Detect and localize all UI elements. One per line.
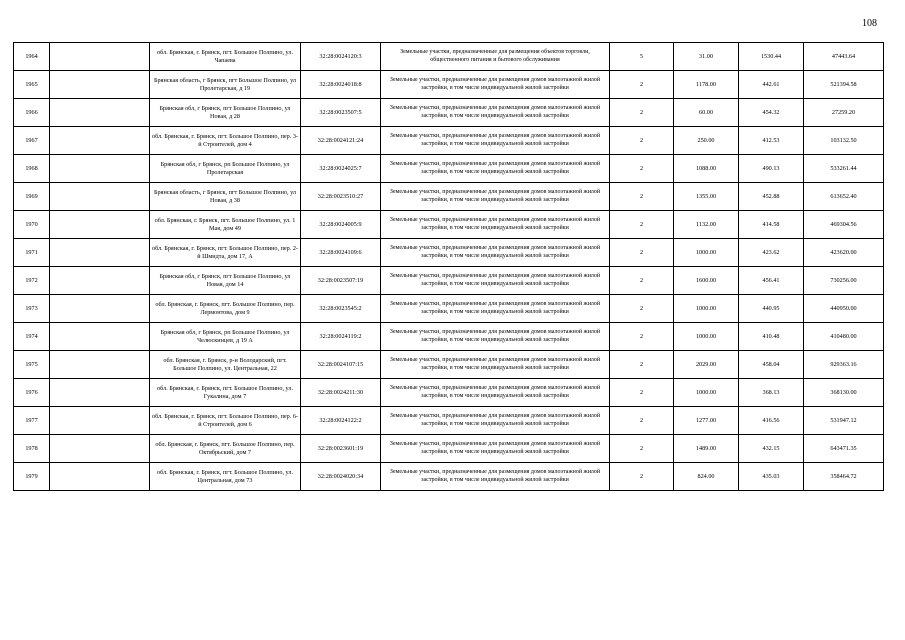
group-cell: 2 <box>610 71 674 99</box>
cadastral-value-cell: 643471.35 <box>804 435 884 463</box>
row-number-cell: 1977 <box>14 407 50 435</box>
cadastral-number-cell: 32:28:0024109:6 <box>301 239 381 267</box>
group-cell: 2 <box>610 463 674 491</box>
cadastral-number-cell: 32:28:0024211:30 <box>301 379 381 407</box>
table-row <box>14 463 884 491</box>
land-use-cell: Земельные участки, предназначенные для размещения домов малоэтажной жилой застройки, в том числе индивидуальной жилой застройки <box>381 127 610 155</box>
page-number: 108 <box>862 18 877 29</box>
cadastral-number-cell: 32:28:0024120:3 <box>301 43 381 71</box>
table-body <box>14 43 884 491</box>
land-use-cell: Земельные участки, предназначенные для размещения домов малоэтажной жилой застройки, в том числе индивидуальной жилой застройки <box>381 407 610 435</box>
land-use-cell: Земельные участки, предназначенные для размещения домов малоэтажной жилой застройки, в том числе индивидуальной жилой застройки <box>381 239 610 267</box>
table-row <box>14 267 884 295</box>
table-row <box>14 183 884 211</box>
cadastral-value-cell: 423620.00 <box>804 239 884 267</box>
specific-value-cell: 368.13 <box>739 379 804 407</box>
area-cell: 1000.00 <box>674 379 739 407</box>
group-cell: 2 <box>610 183 674 211</box>
specific-value-cell: 414.58 <box>739 211 804 239</box>
empty-cell <box>50 43 150 71</box>
area-cell: 1000.00 <box>674 323 739 351</box>
area-cell: 1489.00 <box>674 435 739 463</box>
area-cell: 2029.00 <box>674 351 739 379</box>
empty-cell <box>50 71 150 99</box>
land-use-cell: Земельные участки, предназначенные для размещения домов малоэтажной жилой застройки, в том числе индивидуальной жилой застройки <box>381 211 610 239</box>
table-row <box>14 211 884 239</box>
address-cell: обл. Брянская, г. Брянск, пгт. Большое Полпино, пер. Лермонтова, дом 9 <box>150 295 301 323</box>
empty-cell <box>50 239 150 267</box>
land-use-cell: Земельные участки, предназначенные для размещения домов малоэтажной жилой застройки, в том числе индивидуальной жилой застройки <box>381 267 610 295</box>
address-cell: Брянская область, г Брянск, пгт Большое Полпино, ул Пролетарская, д 19 <box>150 71 301 99</box>
address-cell: обл. Брянская, г. Брянск, пгт. Большое Полпино, ул. Гукалина, дом 7 <box>150 379 301 407</box>
area-cell: 824.00 <box>674 463 739 491</box>
cadastral-value-cell: 27259.20 <box>804 99 884 127</box>
specific-value-cell: 1530.44 <box>739 43 804 71</box>
land-use-cell: Земельные участки, предназначенные для размещения домов малоэтажной жилой застройки, в том числе индивидуальной жилой застройки <box>381 99 610 127</box>
specific-value-cell: 490.13 <box>739 155 804 183</box>
row-number-cell: 1965 <box>14 71 50 99</box>
group-cell: 2 <box>610 323 674 351</box>
row-number-cell: 1973 <box>14 295 50 323</box>
address-cell: Брянская обл, г Брянск, пгт Большое Полпино, ул Новая, дом 14 <box>150 267 301 295</box>
area-cell: 1088.00 <box>674 155 739 183</box>
group-cell: 2 <box>610 211 674 239</box>
area-cell: 1000.00 <box>674 239 739 267</box>
cadastral-number-cell: 32:28:0023601:19 <box>301 435 381 463</box>
area-cell: 1132.00 <box>674 211 739 239</box>
cadastral-value-cell: 368130.00 <box>804 379 884 407</box>
cadastral-value-cell: 410480.00 <box>804 323 884 351</box>
group-cell: 2 <box>610 267 674 295</box>
group-cell: 2 <box>610 435 674 463</box>
address-cell: обл. Брянская, г. Брянск, пгт. Большое Полпино, ул. 1 Мая, дом 49 <box>150 211 301 239</box>
row-number-cell: 1971 <box>14 239 50 267</box>
empty-cell <box>50 99 150 127</box>
empty-cell <box>50 295 150 323</box>
table-row <box>14 99 884 127</box>
specific-value-cell: 435.03 <box>739 463 804 491</box>
cadastral-number-cell: 32:28:0023507:19 <box>301 267 381 295</box>
specific-value-cell: 410.48 <box>739 323 804 351</box>
table-row <box>14 239 884 267</box>
land-use-cell: Земельные участки, предназначенные для размещения домов малоэтажной жилой застройки, в том числе индивидуальной жилой застройки <box>381 435 610 463</box>
group-cell: 2 <box>610 239 674 267</box>
specific-value-cell: 440.95 <box>739 295 804 323</box>
row-number-cell: 1974 <box>14 323 50 351</box>
empty-cell <box>50 351 150 379</box>
address-cell: обл. Брянская, г. Брянск, пгт. Большое Полпино, ул. Чапаева <box>150 43 301 71</box>
table-row <box>14 127 884 155</box>
cadastral-number-cell: 32:28:0024005:9 <box>301 211 381 239</box>
land-use-cell: Земельные участки, предназначенные для размещения домов малоэтажной жилой застройки, в том числе индивидуальной жилой застройки <box>381 323 610 351</box>
row-number-cell: 1972 <box>14 267 50 295</box>
group-cell: 2 <box>610 155 674 183</box>
cadastral-value-cell: 47443.64 <box>804 43 884 71</box>
land-use-cell: Земельные участки, предназначенные для размещения домов малоэтажной жилой застройки, в том числе индивидуальной жилой застройки <box>381 351 610 379</box>
empty-cell <box>50 463 150 491</box>
empty-cell <box>50 183 150 211</box>
cadastral-value-cell: 730256.00 <box>804 267 884 295</box>
empty-cell <box>50 323 150 351</box>
cadastral-value-cell: 929363.16 <box>804 351 884 379</box>
row-number-cell: 1975 <box>14 351 50 379</box>
cadastral-number-cell: 32:28:0024122:2 <box>301 407 381 435</box>
row-number-cell: 1964 <box>14 43 50 71</box>
area-cell: 1000.00 <box>674 295 739 323</box>
empty-cell <box>50 211 150 239</box>
group-cell: 2 <box>610 407 674 435</box>
cadastral-value-cell: 469304.56 <box>804 211 884 239</box>
table-row <box>14 435 884 463</box>
cadastral-value-cell: 358464.72 <box>804 463 884 491</box>
address-cell: обл. Брянская, г. Брянск, пгт. Большое Полпино, пер. 2-й Шмидта, дом 17, А <box>150 239 301 267</box>
cadastral-number-cell: 32:28:0024018:8 <box>301 71 381 99</box>
group-cell: 2 <box>610 351 674 379</box>
table-row <box>14 323 884 351</box>
table-row <box>14 295 884 323</box>
row-number-cell: 1968 <box>14 155 50 183</box>
land-use-cell: Земельные участки, предназначенные для размещения домов малоэтажной жилой застройки, в том числе индивидуальной жилой застройки <box>381 463 610 491</box>
empty-cell <box>50 267 150 295</box>
area-cell: 31.00 <box>674 43 739 71</box>
table-row <box>14 43 884 71</box>
table-row <box>14 155 884 183</box>
row-number-cell: 1976 <box>14 379 50 407</box>
cadastral-number-cell: 32:28:0023510:27 <box>301 183 381 211</box>
row-number-cell: 1970 <box>14 211 50 239</box>
row-number-cell: 1978 <box>14 435 50 463</box>
group-cell: 2 <box>610 127 674 155</box>
area-cell: 60.00 <box>674 99 739 127</box>
area-cell: 250.00 <box>674 127 739 155</box>
address-cell: обл. Брянская, г. Брянск, пгт. Большое Полпино, ул. Центральная, дом 73 <box>150 463 301 491</box>
cadastral-number-cell: 32:28:0024107:15 <box>301 351 381 379</box>
row-number-cell: 1979 <box>14 463 50 491</box>
cadastral-value-cell: 521394.58 <box>804 71 884 99</box>
land-use-cell: Земельные участки, предназначенные для размещения домов малоэтажной жилой застройки, в том числе индивидуальной жилой застройки <box>381 183 610 211</box>
address-cell: обл. Брянская, г. Брянск, пгт. Большое Полпино, пер. 6-й Строителей, дом 6 <box>150 407 301 435</box>
cadastral-number-cell: 32:28:0024119:2 <box>301 323 381 351</box>
address-cell: обл. Брянская, г. Брянск, пгт. Большое Полпино, пер. 3-й Строителей, дом 4 <box>150 127 301 155</box>
specific-value-cell: 456.41 <box>739 267 804 295</box>
empty-cell <box>50 127 150 155</box>
table-row <box>14 351 884 379</box>
address-cell: Брянская обл, г Брянск, рп Большое Полпино, ул Челюскинцев, д 19 А <box>150 323 301 351</box>
specific-value-cell: 416.56 <box>739 407 804 435</box>
group-cell: 2 <box>610 295 674 323</box>
address-cell: Брянская обл, г Брянск, пгт Большое Полпино, ул Новая, д 28 <box>150 99 301 127</box>
cadastral-value-cell: 440950.00 <box>804 295 884 323</box>
empty-cell <box>50 435 150 463</box>
cadastral-value-table <box>13 42 884 491</box>
land-use-cell: Земельные участки, предназначенные для размещения домов малоэтажной жилой застройки, в том числе индивидуальной жилой застройки <box>381 155 610 183</box>
table-row <box>14 407 884 435</box>
address-cell: Брянская обл, г Брянск, рп Большое Полпино, ул Пролетарская <box>150 155 301 183</box>
specific-value-cell: 412.53 <box>739 127 804 155</box>
empty-cell <box>50 379 150 407</box>
area-cell: 1277.00 <box>674 407 739 435</box>
address-cell: обл. Брянская, г. Брянск, пгт. Большое Полпино, пер. Октябрьский, дом 7 <box>150 435 301 463</box>
cadastral-number-cell: 32:28:0023507:5 <box>301 99 381 127</box>
cadastral-number-cell: 32:28:0024020:34 <box>301 463 381 491</box>
empty-cell <box>50 407 150 435</box>
area-cell: 1600.00 <box>674 267 739 295</box>
land-use-cell: Земельные участки, предназначенные для размещения домов малоэтажной жилой застройки, в том числе индивидуальной жилой застройки <box>381 295 610 323</box>
specific-value-cell: 432.15 <box>739 435 804 463</box>
cadastral-value-cell: 103132.50 <box>804 127 884 155</box>
cadastral-value-cell: 531947.12 <box>804 407 884 435</box>
empty-cell <box>50 155 150 183</box>
row-number-cell: 1969 <box>14 183 50 211</box>
address-cell: обл. Брянская, г. Брянск, р-н Володарский, пгт. Большое Полпино, ул. Центральная, 22 <box>150 351 301 379</box>
specific-value-cell: 458.04 <box>739 351 804 379</box>
specific-value-cell: 454.32 <box>739 99 804 127</box>
specific-value-cell: 442.61 <box>739 71 804 99</box>
cadastral-value-cell: 613652.40 <box>804 183 884 211</box>
cadastral-number-cell: 32:28:0024121:24 <box>301 127 381 155</box>
cadastral-number-cell: 32:28:0024025:7 <box>301 155 381 183</box>
group-cell: 2 <box>610 379 674 407</box>
land-use-cell: Земельные участки, предназначенные для размещения объектов торговли, общественного питания и бытового обслуживания <box>381 43 610 71</box>
group-cell: 5 <box>610 43 674 71</box>
row-number-cell: 1967 <box>14 127 50 155</box>
address-cell: Брянская область, г Брянск, пгт Большое Полпино, ул Новая, д 38 <box>150 183 301 211</box>
table-row <box>14 379 884 407</box>
specific-value-cell: 423.62 <box>739 239 804 267</box>
area-cell: 1178.00 <box>674 71 739 99</box>
land-use-cell: Земельные участки, предназначенные для размещения домов малоэтажной жилой застройки, в том числе индивидуальной жилой застройки <box>381 379 610 407</box>
group-cell: 2 <box>610 99 674 127</box>
area-cell: 1355.00 <box>674 183 739 211</box>
specific-value-cell: 452.88 <box>739 183 804 211</box>
cadastral-number-cell: 32:28:0023545:2 <box>301 295 381 323</box>
table-row <box>14 71 884 99</box>
row-number-cell: 1966 <box>14 99 50 127</box>
land-use-cell: Земельные участки, предназначенные для размещения домов малоэтажной жилой застройки, в том числе индивидуальной жилой застройки <box>381 71 610 99</box>
cadastral-value-cell: 533261.44 <box>804 155 884 183</box>
